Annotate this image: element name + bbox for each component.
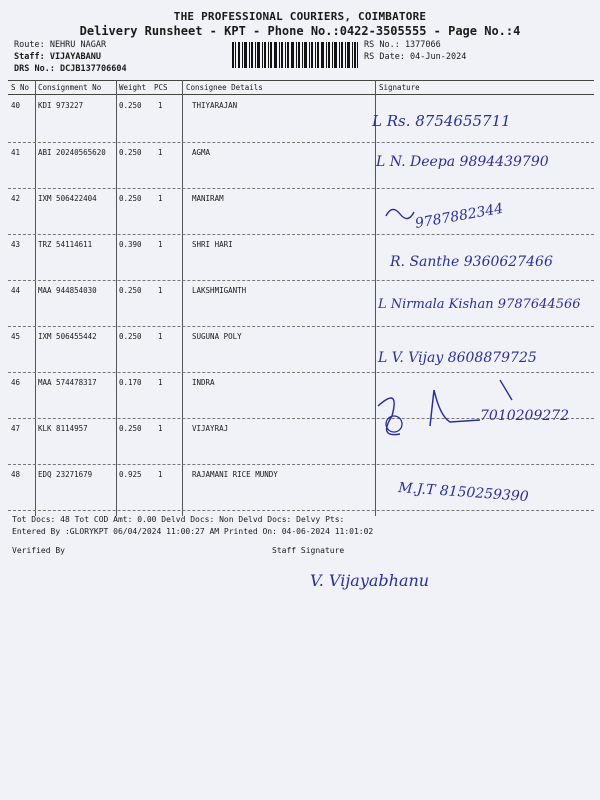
col-pcs-header: PCS [154, 83, 168, 92]
signature-row-44 [370, 288, 595, 328]
row-weight: 0.250 [119, 148, 142, 157]
row-consignee: THIYARAJAN [192, 101, 238, 110]
row-consignment: MAA 574478317 [38, 378, 97, 387]
row-weight: 0.390 [119, 240, 142, 249]
signature-row-42 [370, 196, 595, 236]
column-divider [35, 80, 36, 516]
row-sno: 40 [11, 101, 21, 110]
verified-by-label: Verified By [12, 546, 65, 555]
row-consignee: VIJAYRAJ [192, 424, 229, 433]
row-sno: 46 [11, 378, 21, 387]
row-weight: 0.925 [119, 470, 142, 479]
col-consignee-header: Consignee Details [186, 83, 263, 92]
row-consignment: KLK 8114957 [38, 424, 88, 433]
row-pcs: 1 [158, 378, 163, 387]
row-pcs: 1 [158, 286, 163, 295]
row-consignment: MAA 944854030 [38, 286, 97, 295]
signature-text: L V. Vijay 8608879725 [378, 350, 537, 366]
row-consignment: EDQ 23271679 [38, 470, 93, 479]
row-consignment: IXM 506455442 [38, 332, 97, 341]
signature-text: L Rs. 8754655711 [372, 112, 511, 130]
row-consignment: TRZ 54114611 [38, 240, 93, 249]
row-weight: 0.250 [119, 286, 142, 295]
company-name: THE PROFESSIONAL COURIERS, COIMBATORE [173, 10, 427, 23]
staff-signature-label: Staff Signature [272, 546, 345, 555]
row-sno: 44 [11, 286, 21, 295]
signature-text: L N. Deepa 9894439790 [376, 154, 549, 170]
table-top-rule [8, 80, 594, 81]
row-sno: 45 [11, 332, 21, 341]
row-pcs: 1 [158, 424, 163, 433]
row-pcs: 1 [158, 101, 163, 110]
column-divider [116, 80, 117, 516]
row-pcs: 1 [158, 194, 163, 203]
row-pcs: 1 [158, 470, 163, 479]
runsheet-title: Delivery Runsheet - KPT - Phone No.:0422-3505555 - Page No.:4 [79, 24, 521, 38]
row-consignee: RAJAMANI RICE MUNDY [192, 470, 278, 479]
col-signature-header: Signature [379, 83, 420, 92]
row-pcs: 1 [158, 148, 163, 157]
row-sno: 48 [11, 470, 21, 479]
route: Route: NEHRU NAGAR [14, 40, 107, 50]
row-weight: 0.250 [119, 332, 142, 341]
barcode [232, 42, 358, 68]
row-consignment: IXM 506422404 [38, 194, 97, 203]
row-weight: 0.250 [119, 194, 142, 203]
row-weight: 0.250 [119, 424, 142, 433]
signature-row-45 [370, 340, 595, 380]
col-weight-header: Weight [119, 83, 147, 92]
row-consignee: SHRI HARI [192, 240, 233, 249]
row-pcs: 1 [158, 240, 163, 249]
row-pcs: 1 [158, 332, 163, 341]
row-consignment: ABI 20240565620 [38, 148, 106, 157]
row-weight: 0.170 [119, 378, 142, 387]
row-consignee: AGMA [192, 148, 211, 157]
signature-text: M.J.T 8150259390 [397, 480, 530, 506]
row-consignee: LAKSHMIGANTH [192, 286, 247, 295]
row-sno: 42 [11, 194, 21, 203]
row-sno: 41 [11, 148, 21, 157]
row-separator [8, 464, 594, 465]
signature-row-40 [370, 106, 595, 146]
staff: Staff: VIJAYABANU [14, 52, 101, 62]
signature-row-41 [370, 150, 595, 190]
signature-row-48 [370, 470, 595, 510]
signature-row-43 [370, 244, 595, 284]
row-consignee: SUGUNA POLY [192, 332, 242, 341]
signature-row-46-47 [370, 376, 595, 456]
rs-date: RS Date: 04-Jun-2024 [364, 52, 467, 62]
signature-text: 7010209272 [480, 408, 570, 424]
col-consignment-header: Consignment No [38, 83, 102, 92]
row-weight: 0.250 [119, 101, 142, 110]
rs-number: RS No.: 1377066 [364, 40, 441, 50]
drs-number: DRS No.: DCJB137706604 [14, 64, 127, 74]
row-separator [8, 510, 594, 511]
staff-signature [300, 560, 470, 600]
row-consignment: KDI 973227 [38, 101, 84, 110]
entered-by-line: Entered By :GLORYKPT 06/04/2024 11:00:27 AM Printed On: 04-06-2024 11:01:02 [12, 527, 374, 536]
row-sno: 43 [11, 240, 21, 249]
table-header-rule [8, 94, 594, 95]
row-consignee: INDRA [192, 378, 215, 387]
column-divider [182, 80, 183, 516]
totals-line: Tot Docs: 48 Tot COD Amt: 0.00 Delvd Docs: Non Delvd Docs: Delvy Pts: [12, 515, 345, 524]
row-consignee: MANIRAM [192, 194, 224, 203]
signature-text: R. Santhe 9360627466 [390, 254, 553, 270]
row-sno: 47 [11, 424, 21, 433]
signature-text: 9787882344 [413, 200, 505, 232]
signature-text: L Nirmala Kishan 9787644566 [378, 297, 581, 312]
col-sno-header: S No [11, 83, 30, 92]
staff-signature-text: V. Vijayabhanu [310, 571, 430, 590]
